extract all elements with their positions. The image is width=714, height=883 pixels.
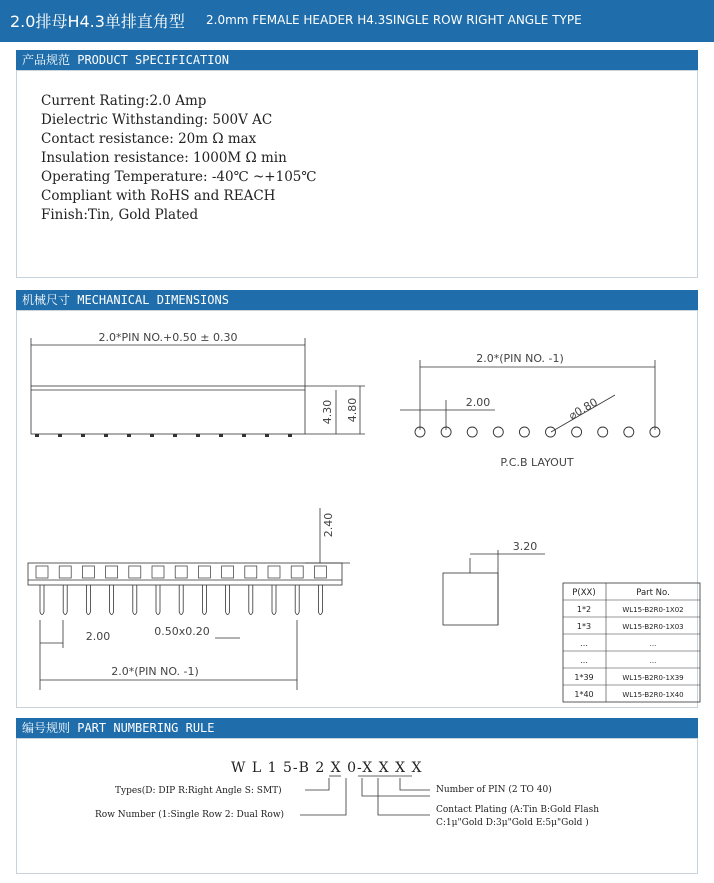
- dim-length-label: 2.0*PIN NO.+0.50 ± 0.30: [98, 331, 238, 344]
- table-cell-part: ...: [649, 657, 657, 665]
- title-en: 2.0mm FEMALE HEADER H4.3SINGLE ROW RIGHT ANGLE TYPE: [206, 13, 582, 27]
- dim-span-label: 2.0*(PIN NO. -1): [111, 665, 199, 678]
- spec-line: Operating Temperature: -40℃ ~+105℃: [41, 169, 317, 185]
- spec-line: Contact resistance: 20m Ω max: [41, 131, 257, 147]
- dim-pin-label: 0.50x0.20: [154, 625, 210, 638]
- table-cell-part: ...: [649, 640, 657, 648]
- table-cell-part: WL15-B2R0-1X03: [622, 623, 684, 631]
- spec-line: Dielectric Withstanding: 500V AC: [41, 112, 273, 128]
- pins-note: Number of PIN (2 TO 40): [436, 785, 552, 795]
- table-cell-part: WL15-B2R0-1X40: [622, 691, 684, 699]
- pcb-hole-label: ⌀0.80: [566, 395, 600, 423]
- plating-note-1: Contact Plating (A:Tin B:Gold Flash: [436, 805, 600, 815]
- table-cell-pxx: 1*2: [576, 605, 592, 614]
- table-cell-pxx: 1*39: [574, 673, 594, 682]
- table-cell-pxx: 1*40: [574, 690, 594, 699]
- table-cell-part: WL15-B2R0-1X39: [622, 674, 684, 682]
- mech-bar: 机械尺寸 MECHANICAL DIMENSIONS: [16, 290, 698, 310]
- plating-note-2: C:1μ"Gold D:3μ"Gold E:5μ"Gold ): [436, 818, 589, 828]
- dim-240-label: 2.40: [322, 512, 335, 538]
- dim-h2-label: 4.80: [346, 397, 359, 423]
- part-code: W L 1 5-B 2 X 0-X X X X: [231, 760, 423, 776]
- numbering-bar: 编号规则 PART NUMBERING RULE: [16, 718, 698, 738]
- pcb-span-label: 2.0*(PIN NO. -1): [476, 352, 564, 365]
- table-header-pxx: P(XX): [572, 588, 596, 598]
- row-note: Row Number (1:Single Row 2: Dual Row): [95, 810, 285, 820]
- table-cell-pxx: ...: [580, 656, 588, 665]
- table-cell-pxx: ...: [580, 639, 588, 648]
- spec-line: Current Rating:2.0 Amp: [41, 93, 207, 109]
- types-note: Types(D: DIP R:Right Angle S: SMT): [115, 786, 282, 796]
- title-cn: 2.0排母H4.3单排直角型: [10, 12, 185, 31]
- table-header-part: Part No.: [636, 588, 670, 598]
- dim-320-label: 3.20: [512, 540, 538, 553]
- spec-line: Finish:Tin, Gold Plated: [41, 207, 199, 223]
- pcb-layout-label: P.C.B LAYOUT: [500, 456, 574, 469]
- spec-line: Insulation resistance: 1000M Ω min: [41, 150, 287, 166]
- table-cell-pxx: 1*3: [576, 622, 592, 631]
- table-cell-part: WL15-B2R0-1X02: [622, 606, 684, 614]
- dim-h1-label: 4.30: [321, 399, 334, 425]
- spec-bar: 产品规范 PRODUCT SPECIFICATION: [16, 50, 698, 70]
- pcb-pitch-label: 2.00: [465, 396, 491, 409]
- spec-line: Compliant with RoHS and REACH: [41, 188, 276, 204]
- dim-pitch-label: 2.00: [85, 630, 111, 643]
